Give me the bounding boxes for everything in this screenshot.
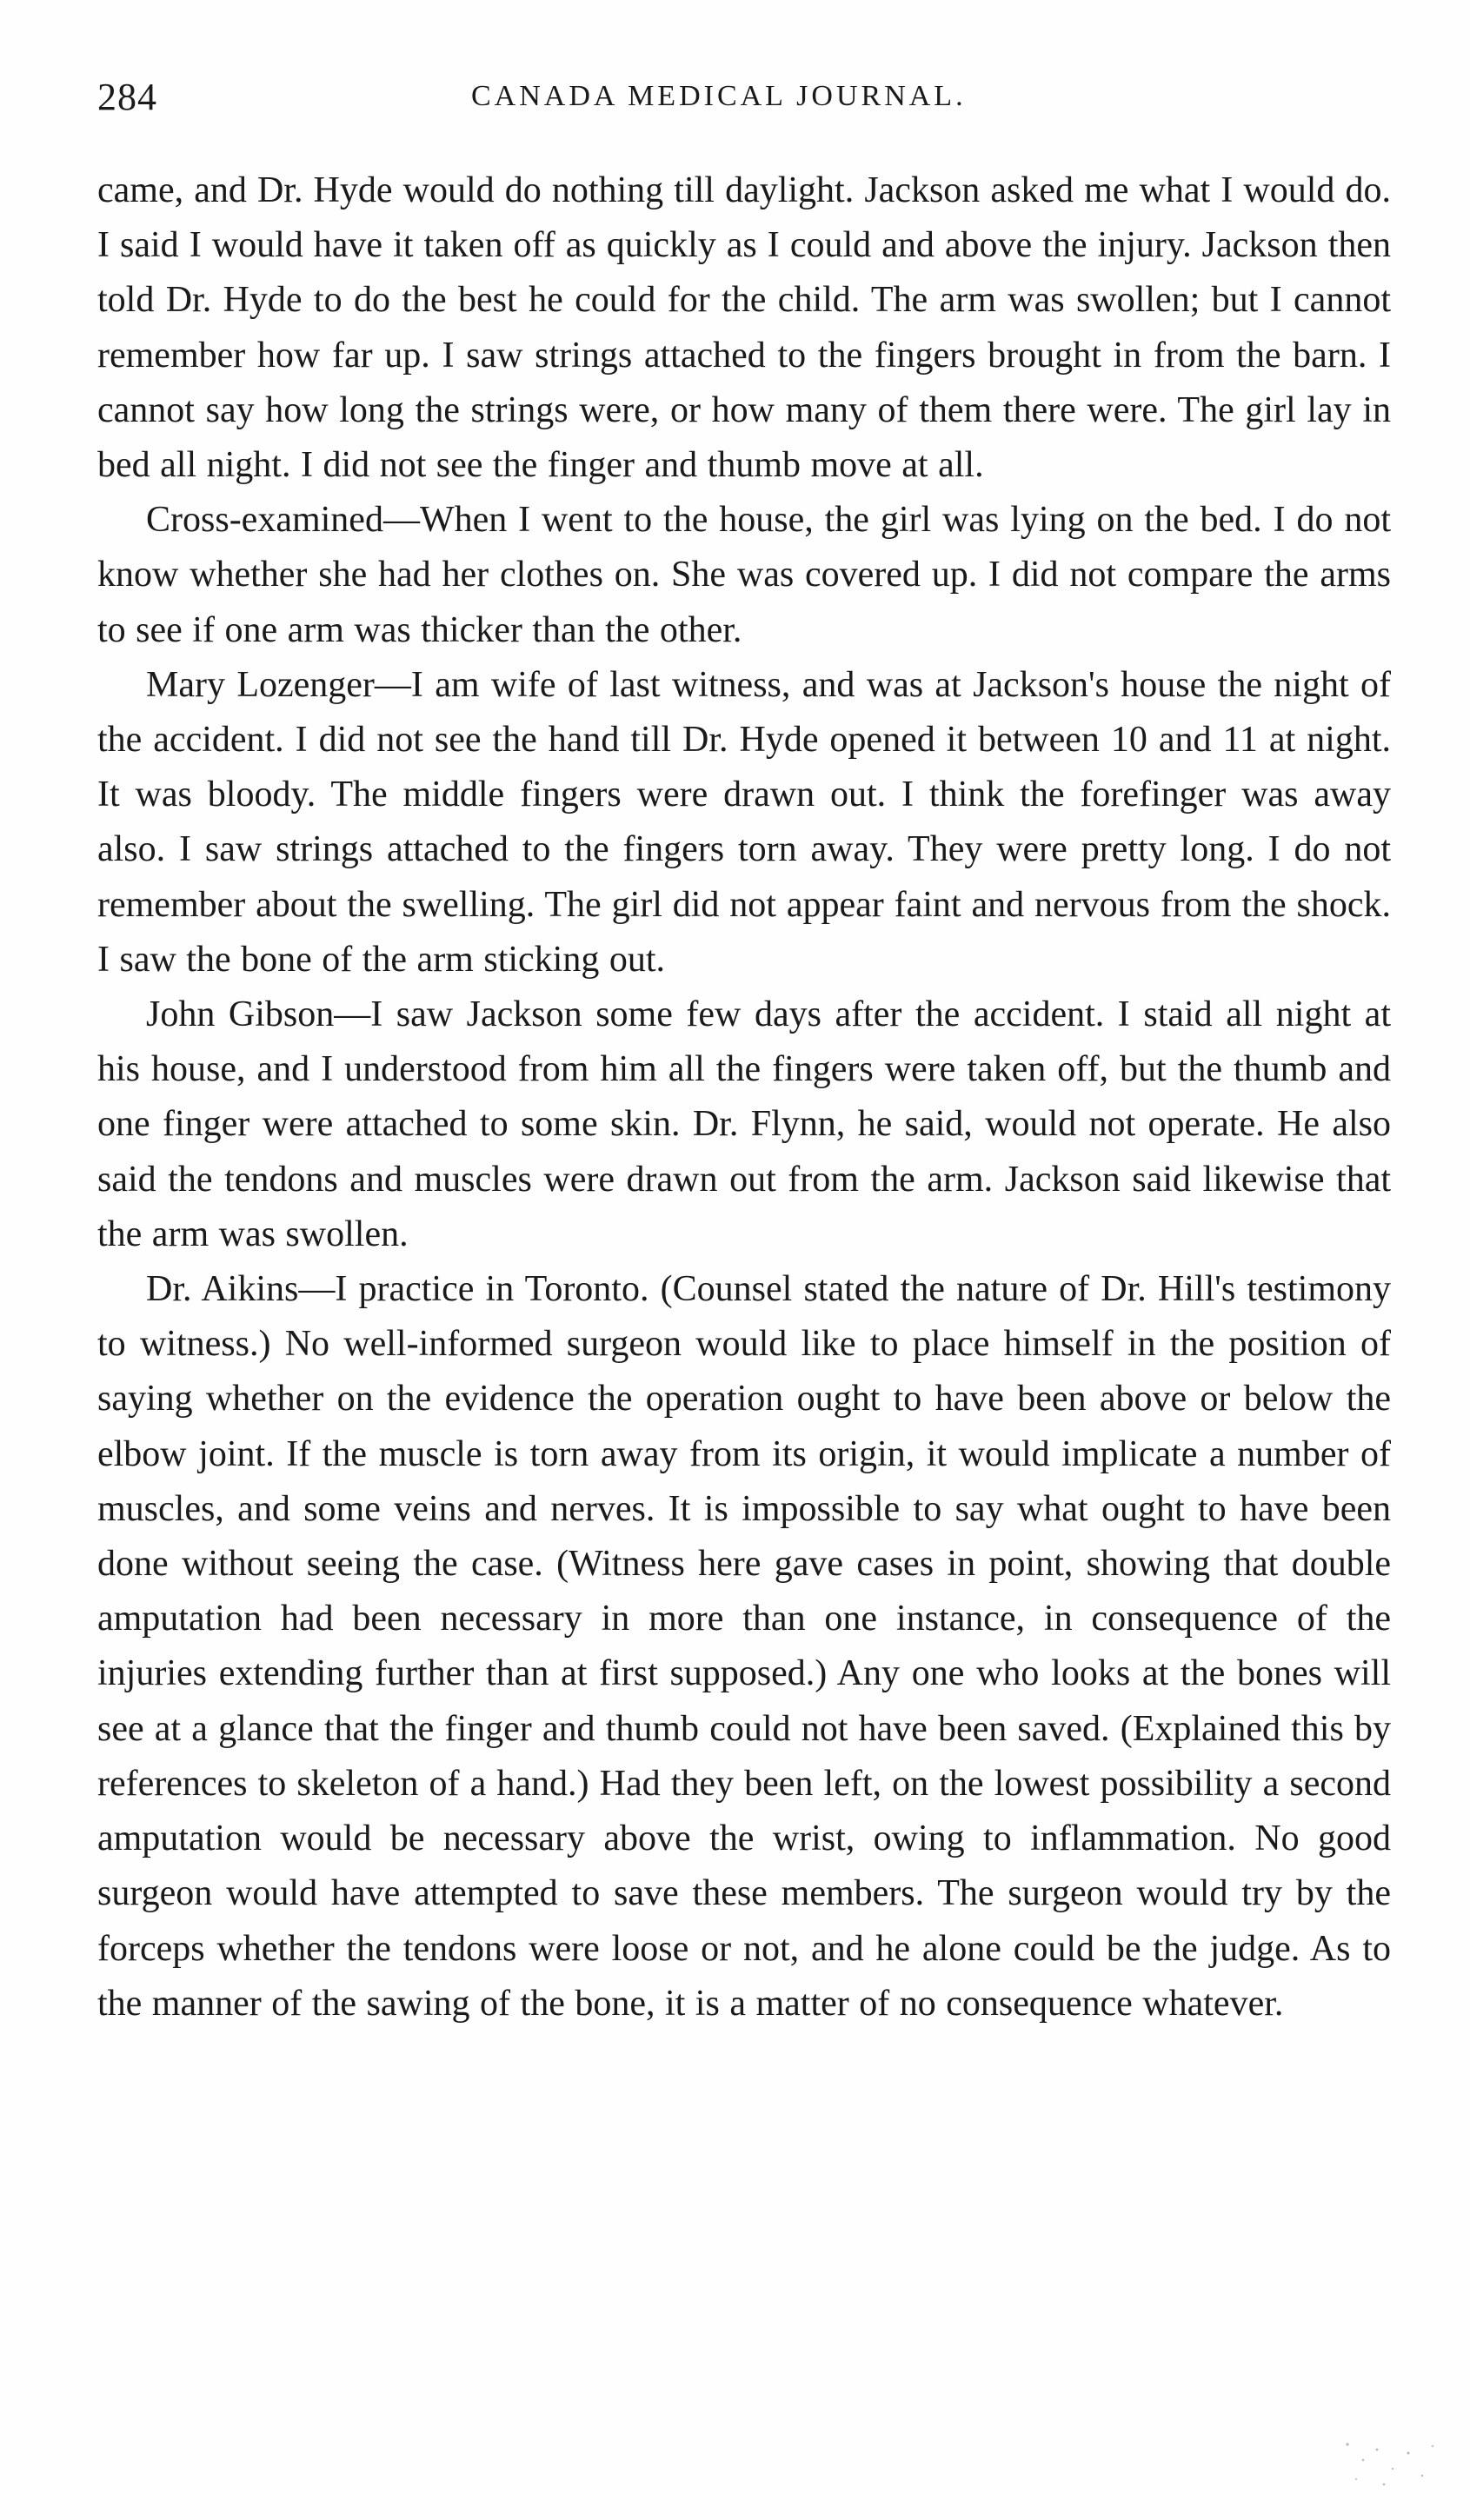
- paragraph-john-gibson: John Gibson—I saw Jackson some few days after the accident. I staid all night at his house, and I understood from him all the fingers were taken off, but the thumb and one finger were attached to some skin. Dr. Flynn, he said, would not operate. He also said the tendons and muscles were drawn out from the arm. Jackson said likewise that the arm was swollen.: [97, 994, 1391, 1254]
- paragraph-continuation: came, and Dr. Hyde would do nothing till daylight. Jackson asked me what I would do. I said I would have it taken off as quickly as I could and above the injury. Jackson then told Dr. Hyde to do the best he could for the child. The arm was swollen; but I cannot remember how far up. I saw strings attached to the fingers brought in from the barn. I cannot say how long the strings were, or how many of them there were. The girl lay in bed all night. I did not see the finger and thumb move at all.: [97, 170, 1391, 486]
- paragraph-mary-lozenger: Mary Lozenger—I am wife of last witness, and was at Jackson's house the night of the accident. I did not see the hand till Dr. Hyde opened it between 10 and 11 at night. It was bloody. The middle fingers were drawn out. I think the forefinger was away also. I saw strings attached to the fingers torn away. They were pretty long. I do not remember about the swelling. The girl did not appear faint and nervous from the shock. I saw the bone of the arm sticking out.: [97, 664, 1391, 980]
- journal-title: CANADA MEDICAL JOURNAL.: [471, 80, 967, 112]
- running-head: [97, 75, 1393, 136]
- body-text: [97, 163, 1391, 2031]
- paragraph-dr-aikins: Dr. Aikins—I practice in Toronto. (Counsel stated the nature of Dr. Hill's testimony to witness.) No well-informed surgeon would like to place himself in the position of saying whether on the evidence the operation ought to have been above or below the elbow joint. If the muscle is torn away from its origin, it would implicate a number of muscles, and some veins and nerves. It is impossible to say what ought to have been done without seeing the case. (Witness here gave cases in point, showing that double amputation had been necessary in more than one instance, in consequence of the injuries extending further than at first supposed.) Any one who looks at the bones will see at a glance that the finger and thumb could not have been saved. (Explained this by references to skeleton of a hand.) Had they been left, on the lowest possibility a second amputation would be necessary above the wrist, owing to inflammation. No good surgeon would have attempted to save these members. The surgeon would try by the forceps whether the tendons were loose or not, and he alone could be the judge. As to the manner of the sawing of the bone, it is a matter of no consequence whatever.: [97, 1269, 1391, 2024]
- paragraph-cross-examination: Cross-examined—When I went to the house, the girl was lying on the bed. I do not know whether she had her clothes on. She was covered up. I did not compare the arms to see if one arm was thicker than the other.: [97, 500, 1391, 650]
- page-number: 284: [97, 76, 157, 118]
- print-speckle-decoration: [1339, 2434, 1443, 2495]
